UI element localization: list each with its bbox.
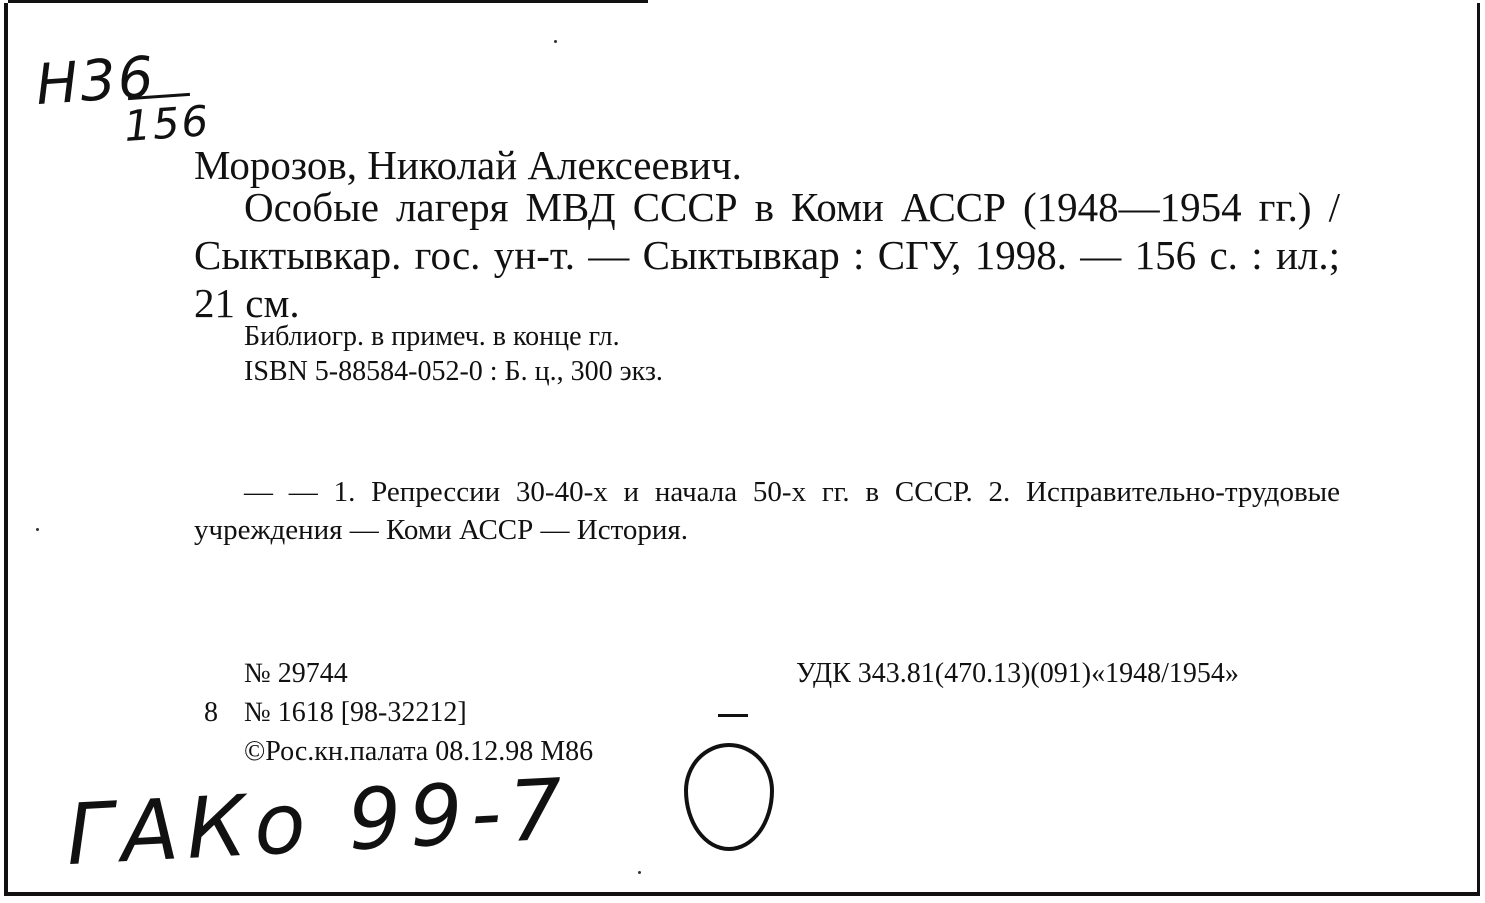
author-heading: Морозов, Николай Алексеевич. (194, 142, 742, 188)
filing-hole-mark (684, 743, 774, 851)
bibliography-note: Библиогр. в примеч. в конце гл. (244, 321, 620, 352)
record-number: № 1618 [98-32212] (244, 697, 467, 728)
catalog-number: № 29744 (244, 658, 348, 689)
handwritten-shelf-mark-denominator: 156 (122, 96, 212, 151)
scan-speck (638, 871, 641, 874)
udk-classification: УДК 343.81(470.13)(091)«1948/1954» (796, 658, 1239, 689)
title-and-imprint: Особые лагеря МВД СССР в Коми АССР (1948—1954 гг.) / Сыктывкар. гос. ун-т. — Сыктывкар : СГУ, 1998. — 156 с. : ил.; 21 см. (194, 184, 1340, 326)
handwritten-archive-mark: ГАКо 99-7 (63, 759, 573, 885)
stamp-dash (718, 714, 748, 717)
scan-speck (554, 40, 557, 43)
subject-headings: — — 1. Репрессии 30-40-х и начала 50-х гг. в СССР. 2. Исправительно-трудовые учреждения — Коми АССР — История. (194, 476, 1340, 546)
copy-count: 8 (204, 697, 218, 728)
handwritten-shelf-mark: Н36 (33, 44, 158, 119)
catalog-card (4, 3, 1480, 896)
isbn-line: ISBN 5-88584-052-0 : Б. ц., 300 экз. (244, 356, 663, 387)
book-chamber-line: ©Рос.кн.палата 08.12.98 М86 (244, 736, 594, 767)
card-top-border (8, 0, 648, 3)
scan-speck (36, 528, 39, 531)
